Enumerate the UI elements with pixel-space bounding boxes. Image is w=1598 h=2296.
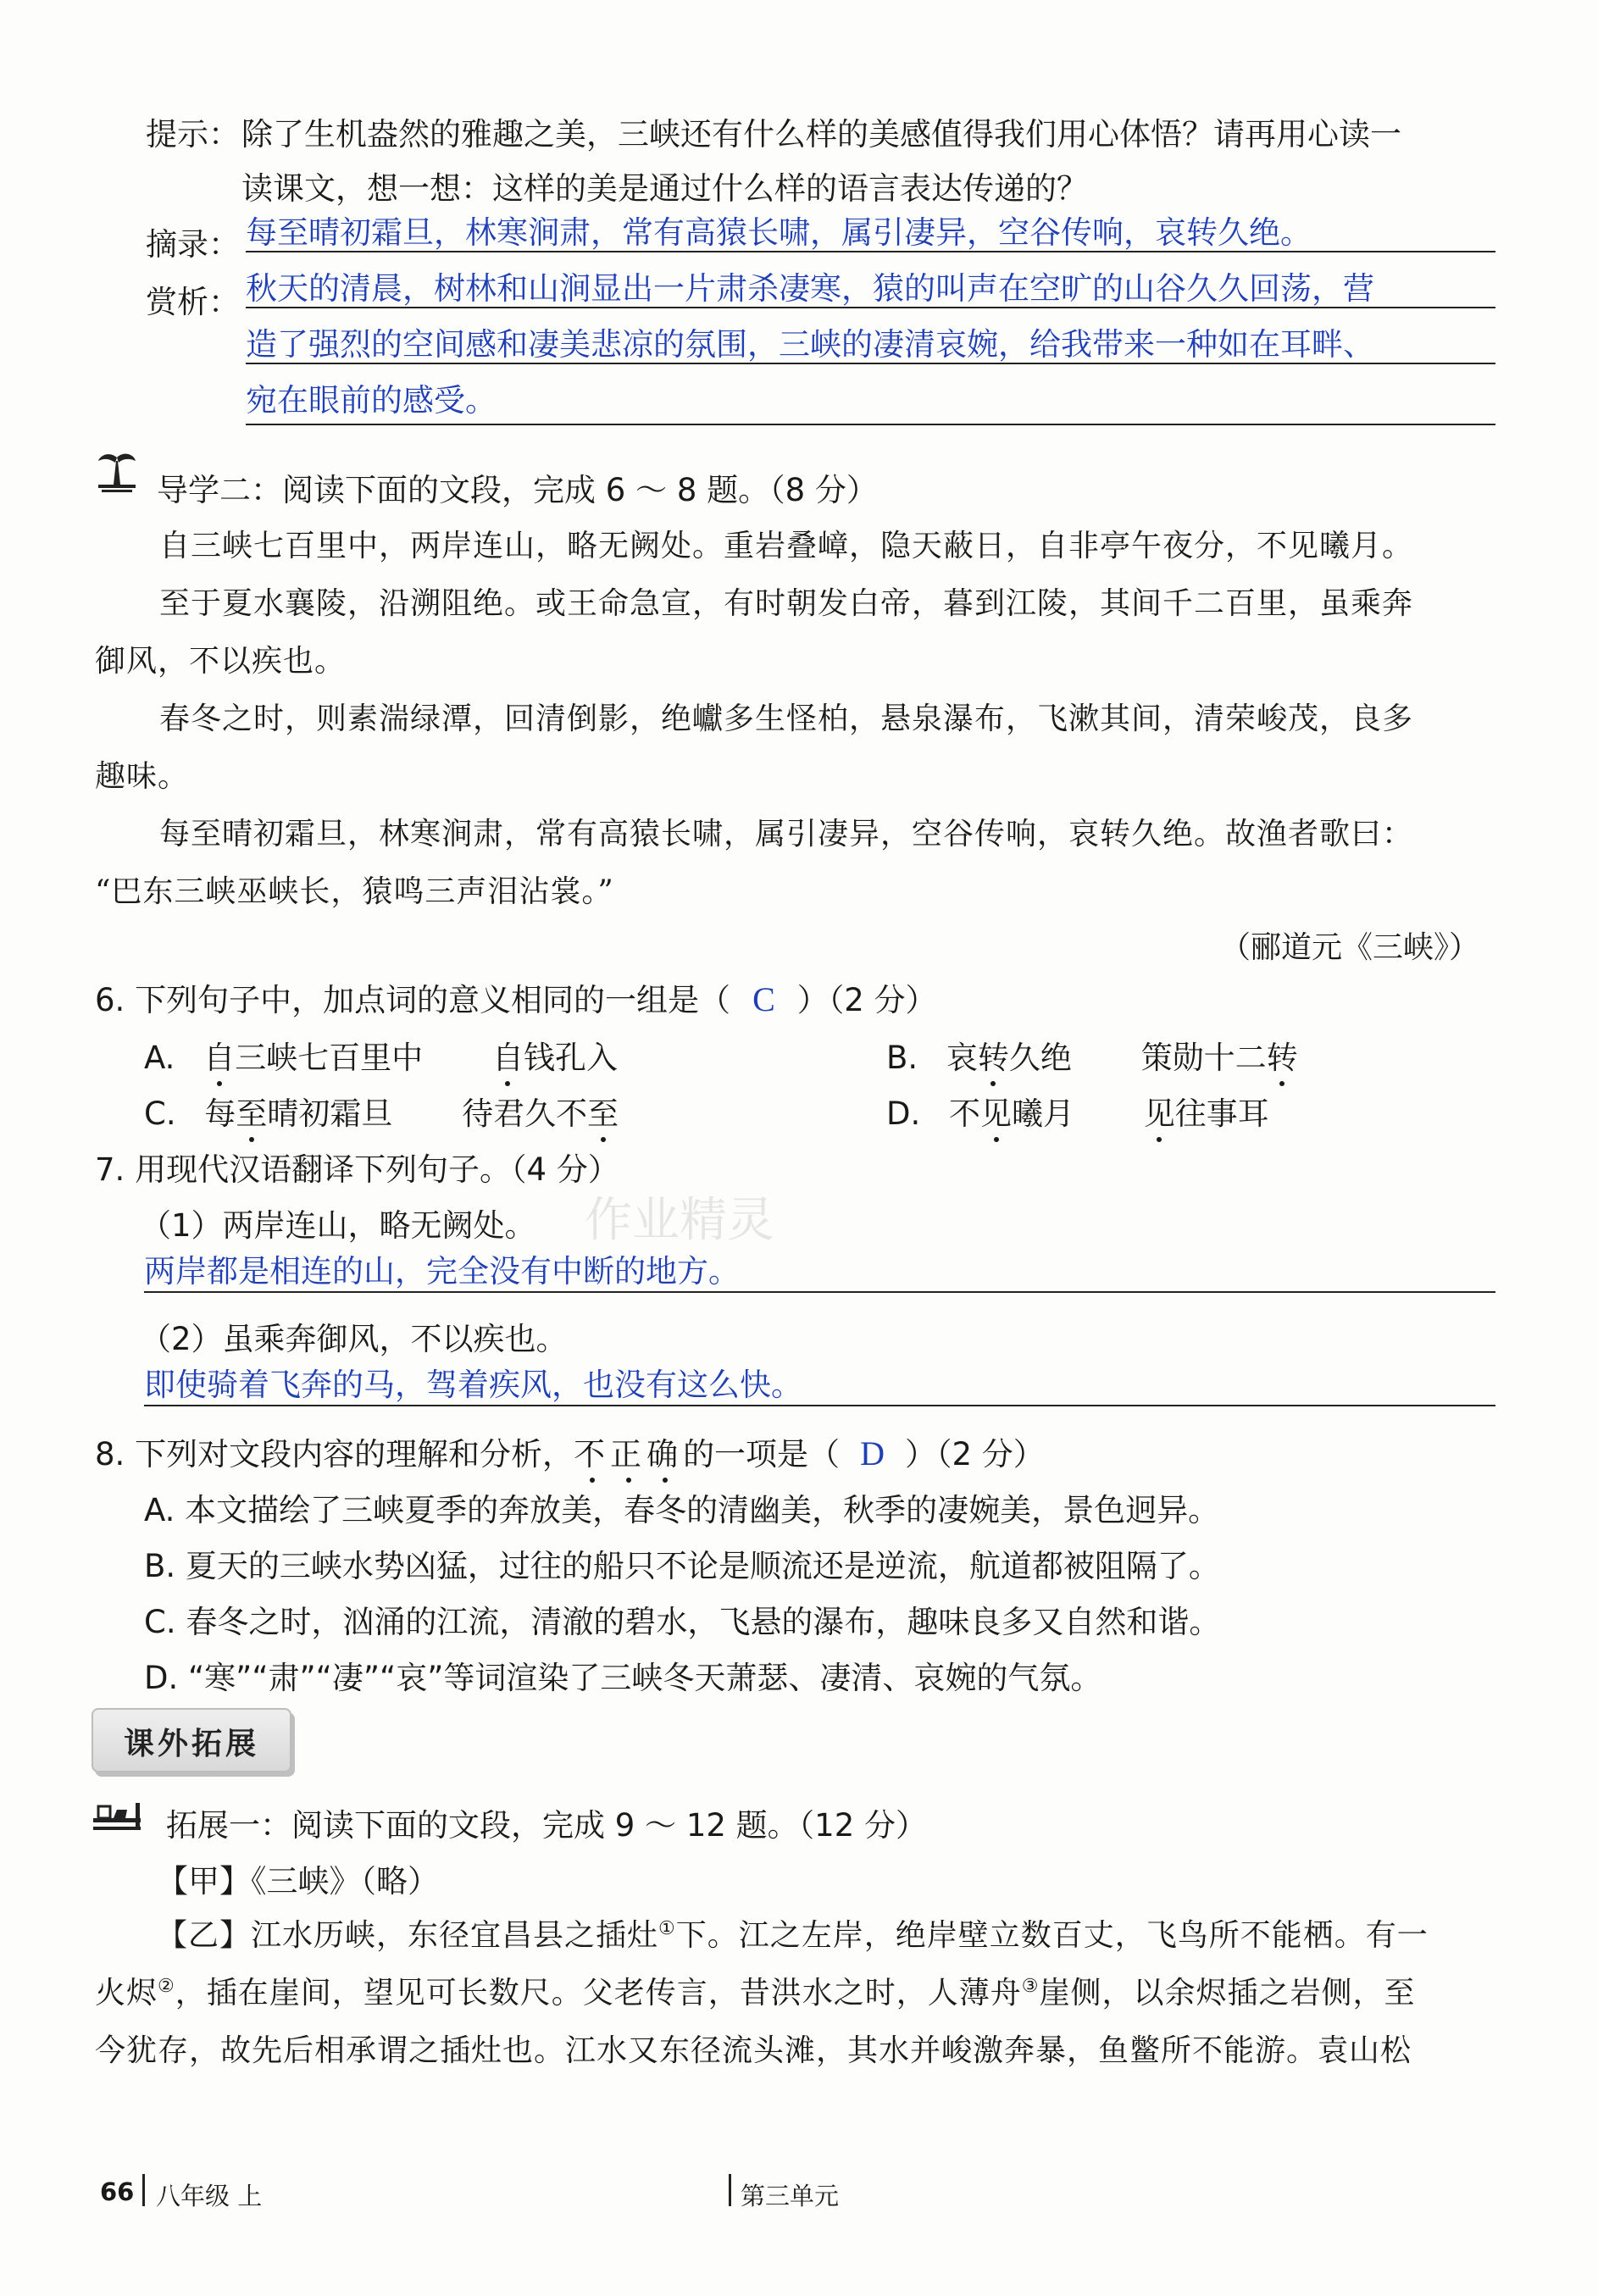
q7-rule-1 <box>144 1291 1495 1293</box>
q8-dotted-word: 不正确 <box>574 1436 683 1472</box>
q7-sentence-2: （2）虽乘奔御风，不以疾也。 <box>140 1321 568 1357</box>
q6-a-2: 自钱孔入 <box>492 1040 618 1076</box>
ext1-yi-line-1: 【乙】江水历峡，东径宜昌县之插灶①下。江之左岸，绝岸壁立数百丈，飞鸟所不能栖。有一 <box>157 1918 1429 1953</box>
q6-option-d <box>886 1088 1269 1134</box>
q8-option-d: D. “寒”“肃”“凄”“哀”等词渲染了三峡冬天萧瑟、凄清、哀婉的气氛。 <box>144 1660 1102 1696</box>
appreciation-rule-3 <box>246 424 1495 425</box>
ext1-yi-line-3: 今犹存，故先后相承谓之插灶也。江水又东径流头滩，其水并峻激奔暴，鱼鳖所不能游。袁山松 <box>95 2033 1412 2068</box>
q6-a-label: A. <box>144 1040 175 1076</box>
q8-option-b: B. 夏天的三峡水势凶猛，过往的船只不论是顺流还是逆流，航道都被阻隔了。 <box>144 1548 1220 1584</box>
appreciation-line-3: 宛在眼前的感受。 <box>246 382 497 419</box>
q6-c-2: 待君久不至 <box>462 1095 619 1132</box>
q8-answer: D <box>860 1434 885 1472</box>
passage-p1: 自三峡七百里中，两岸连山，略无阙处。重岩叠嶂，隐天蔽日，自非亭午夜分，不见曦月。 <box>159 529 1414 563</box>
footer-divider-right <box>729 2174 731 2206</box>
passage-p3a: 春冬之时，则素湍绿潭，回清倒影，绝巘多生怪柏，悬泉瀑布，飞漱其间，清荣峻茂，良多 <box>159 702 1414 736</box>
q6-b-label: B. <box>886 1040 918 1076</box>
q7-answer-1: 两岸都是相连的山，完全没有中断的地方。 <box>144 1253 740 1289</box>
passage-p4b: “巴东三峡巫峡长，猿鸣三声泪沾裳。” <box>95 874 614 909</box>
ext1-jia: 【甲】《三峡》（略） <box>157 1863 439 1899</box>
q6-c-label: C. <box>144 1095 176 1132</box>
q6-d-1: 不见曦月 <box>949 1095 1074 1132</box>
q6-b-1: 哀转久绝 <box>946 1040 1072 1076</box>
q7-stem: 7. 用现代汉语翻译下列句子。（4 分） <box>95 1151 619 1188</box>
q6-answer: C <box>752 980 775 1018</box>
q6-d-label: D. <box>886 1095 921 1132</box>
excerpt-rule <box>246 251 1495 252</box>
extension-badge-label: 课外拓展 <box>123 1727 259 1761</box>
footer-unit: 第三单元 <box>741 2182 840 2210</box>
q6-option-c <box>144 1088 619 1134</box>
extension-badge <box>92 1708 291 1772</box>
q7-sentence-1: （1）两岸连山，略无阙处。 <box>140 1207 536 1244</box>
q6-b-2: 策勋十二转 <box>1141 1040 1298 1076</box>
ext1-yi-line-2: 火烬②，插在崖间，望见可长数尺。父老传言，昔洪水之时，人薄舟③崖侧，以余烬插之岩侧，至 <box>95 1976 1416 2010</box>
q6-stem <box>95 974 937 1020</box>
appreciation-line-2: 造了强烈的空间感和凄美悲凉的氛围，三峡的凄清哀婉，给我带来一种如在耳畔、 <box>246 326 1374 363</box>
passage-p4a: 每至晴初霜旦，林寒涧肃，常有高猿长啸，属引凄异，空谷传响，哀转久绝。故渔者歌曰： <box>159 817 1414 851</box>
appreciation-label: 赏析： <box>146 284 240 320</box>
q8-stem: 8. 下列对文段内容的理解和分析，不正确的一项是（ D ）（2 分） <box>95 1428 1045 1474</box>
footnote-2: ② <box>158 1976 175 1997</box>
page-number: 66 <box>100 2177 135 2206</box>
q6-option-b <box>886 1032 1298 1078</box>
appreciation-rule-2 <box>246 363 1495 364</box>
watermark-mid: 作业精灵 <box>585 1193 774 1248</box>
q7-answer-2: 即使骑着飞奔的马，驾着疾风，也没有这么快。 <box>144 1367 802 1403</box>
q6-option-a <box>144 1032 618 1078</box>
passage-p3b: 趣味。 <box>95 759 190 794</box>
reading-desk-icon <box>92 1798 147 1835</box>
q8-option-a: A. 本文描绘了三峡夏季的奔放美，春冬的清幽美，秋季的凄婉美，景色迥异。 <box>144 1492 1220 1528</box>
appreciation-rule-1 <box>246 307 1495 308</box>
passage-p2a: 至于夏水襄陵，沿溯阻绝。或王命急宣，有时朝发白帝，暮到江陵，其间千二百里，虽乘奔 <box>159 586 1414 621</box>
q6-stem-text: 6. 下列句子中，加点词的意义相同的一组是（ <box>95 982 731 1018</box>
footer-divider-left <box>142 2174 145 2206</box>
hint-line-1: 除了生机盎然的雅趣之美，三峡还有什么样的美感值得我们用心体悟？请再用心读一 <box>241 116 1401 153</box>
q6-a-1: 自三峡七百里中 <box>203 1040 423 1076</box>
palm-tree-icon <box>95 449 139 493</box>
footnote-1: ① <box>658 1918 676 1939</box>
q7-rule-2 <box>144 1405 1495 1406</box>
passage-source: （郦道元《三峡》） <box>1220 930 1480 965</box>
q6-d-2: 见往事耳 <box>1144 1095 1269 1132</box>
appreciation-line-1: 秋天的清晨，树林和山涧显出一片肃杀凄寒，猿的叫声在空旷的山谷久久回荡，营 <box>246 270 1374 307</box>
q6-stem-tail: ）（2 分） <box>796 982 937 1018</box>
excerpt-text: 每至晴初霜旦，林寒涧肃，常有高猿长啸，属引凄异，空谷传响，哀转久绝。 <box>246 214 1312 251</box>
hint-line-2: 读课文，想一想：这样的美是通过什么样的语言表达传递的？ <box>241 170 1088 207</box>
guide2-heading: 导学二：阅读下面的文段，完成 6 ～ 8 题。（8 分） <box>157 472 878 508</box>
hint-label: 提示： <box>146 116 240 153</box>
footnote-3: ③ <box>1021 1976 1040 1997</box>
passage-p2b: 御风，不以疾也。 <box>95 644 347 679</box>
q8-option-c: C. 春冬之时，汹涌的江流，清澈的碧水，飞悬的瀑布，趣味良多又自然和谐。 <box>144 1604 1221 1640</box>
excerpt-label: 摘录： <box>146 226 240 263</box>
ext1-heading: 拓展一：阅读下面的文段，完成 9 ～ 12 题。（12 分） <box>166 1807 928 1844</box>
footer-grade: 八年级 上 <box>156 2182 263 2210</box>
q6-c-1: 每至晴初霜旦 <box>204 1095 392 1132</box>
